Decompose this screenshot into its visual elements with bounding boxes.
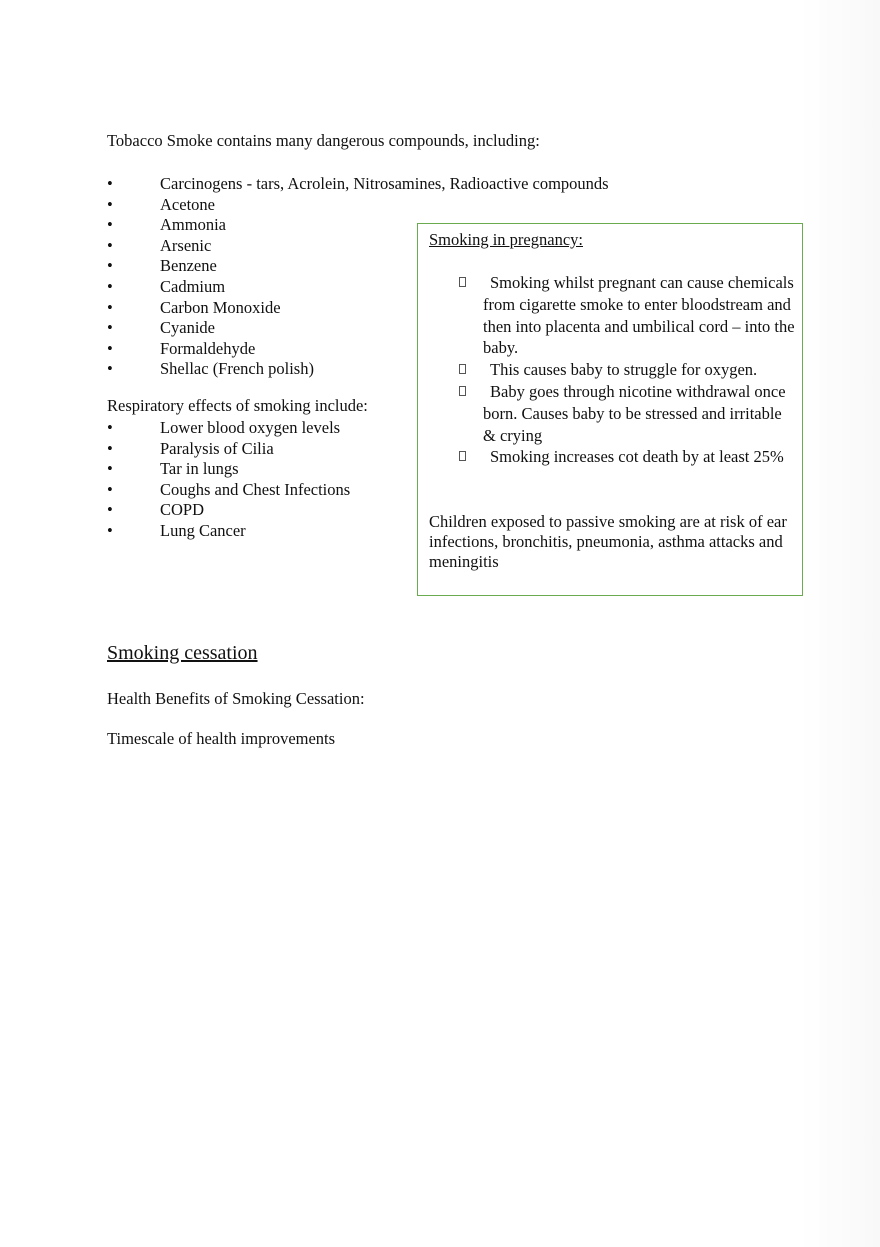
bullet-icon: •: [107, 256, 113, 276]
respiratory-item: Paralysis of Cilia: [160, 438, 274, 458]
bullet-icon: •: [107, 338, 113, 358]
bullet-icon: •: [107, 235, 113, 255]
checkbox-glyph-icon: [459, 386, 466, 396]
compound-item: Acetone: [160, 194, 215, 214]
bullet-icon: •: [107, 297, 113, 317]
pregnancy-box: [417, 223, 803, 596]
compound-item: Arsenic: [160, 235, 212, 255]
cessation-title: Smoking cessation: [107, 642, 258, 664]
pregnancy-point: Baby goes through nicotine withdrawal once born. Causes baby to be stressed and irritable & crying: [483, 381, 786, 445]
respiratory-item: COPD: [160, 500, 205, 520]
bullet-icon: •: [107, 520, 113, 540]
checkbox-glyph-icon: [459, 277, 466, 287]
compound-item: Cyanide: [160, 318, 215, 338]
respiratory-item: Lower blood oxygen levels: [160, 418, 341, 437]
bullet-icon: •: [107, 215, 113, 235]
bullet-icon: •: [107, 459, 113, 479]
compound-item: Shellac (French polish): [160, 359, 314, 379]
bullet-icon: •: [107, 418, 113, 437]
respiratory-item: Lung Cancer: [160, 520, 246, 540]
timescale-heading: Timescale of health improvements: [107, 729, 336, 748]
bullet-icon: •: [107, 479, 113, 499]
bullet-icon: •: [107, 194, 113, 214]
checkbox-glyph-icon: [459, 451, 466, 461]
page-edge-shadow: [800, 0, 880, 1247]
list-item: [429, 272, 795, 359]
compound-item: Cadmium: [160, 276, 226, 296]
pregnancy-footer: Children exposed to passive smoking are at risk of ear infections, bronchitis, pneumonia, asthma attacks and meningitis: [429, 512, 787, 571]
compound-item: Carcinogens - tars, Acrolein, Nitrosamines, Radioactive compounds: [160, 174, 609, 193]
pregnancy-point: Smoking increases cot death by at least 25%: [490, 447, 784, 467]
pregnancy-list: [429, 272, 795, 468]
bullet-icon: •: [107, 500, 113, 520]
compound-item: Benzene: [160, 256, 217, 276]
bullet-icon: •: [107, 438, 113, 458]
checkbox-glyph-icon: [459, 364, 466, 374]
compound-item: Ammonia: [160, 215, 226, 235]
bullet-icon: •: [107, 359, 113, 379]
bullet-icon: •: [107, 276, 113, 296]
benefits-heading: Health Benefits of Smoking Cessation:: [107, 689, 365, 708]
bullet-icon: •: [107, 174, 113, 193]
pregnancy-point: Smoking whilst pregnant can cause chemicals from cigarette smoke to enter bloodstream and then into placenta and umbilical cord – into the baby.: [483, 273, 795, 358]
list-item: [429, 359, 795, 381]
pregnancy-point: This causes baby to struggle for oxygen.: [490, 360, 758, 380]
respiratory-heading: Respiratory effects of smoking include:: [107, 396, 368, 415]
list-item: [429, 381, 795, 446]
compound-item: Formaldehyde: [160, 338, 256, 358]
pregnancy-title: Smoking in pregnancy:: [429, 230, 583, 249]
compound-item: Carbon Monoxide: [160, 297, 281, 317]
respiratory-item: Coughs and Chest Infections: [160, 479, 351, 499]
list-item: [429, 446, 795, 468]
bullet-icon: •: [107, 318, 113, 338]
respiratory-item: Tar in lungs: [160, 459, 239, 479]
intro-text: Tobacco Smoke contains many dangerous compounds, including:: [107, 131, 540, 150]
